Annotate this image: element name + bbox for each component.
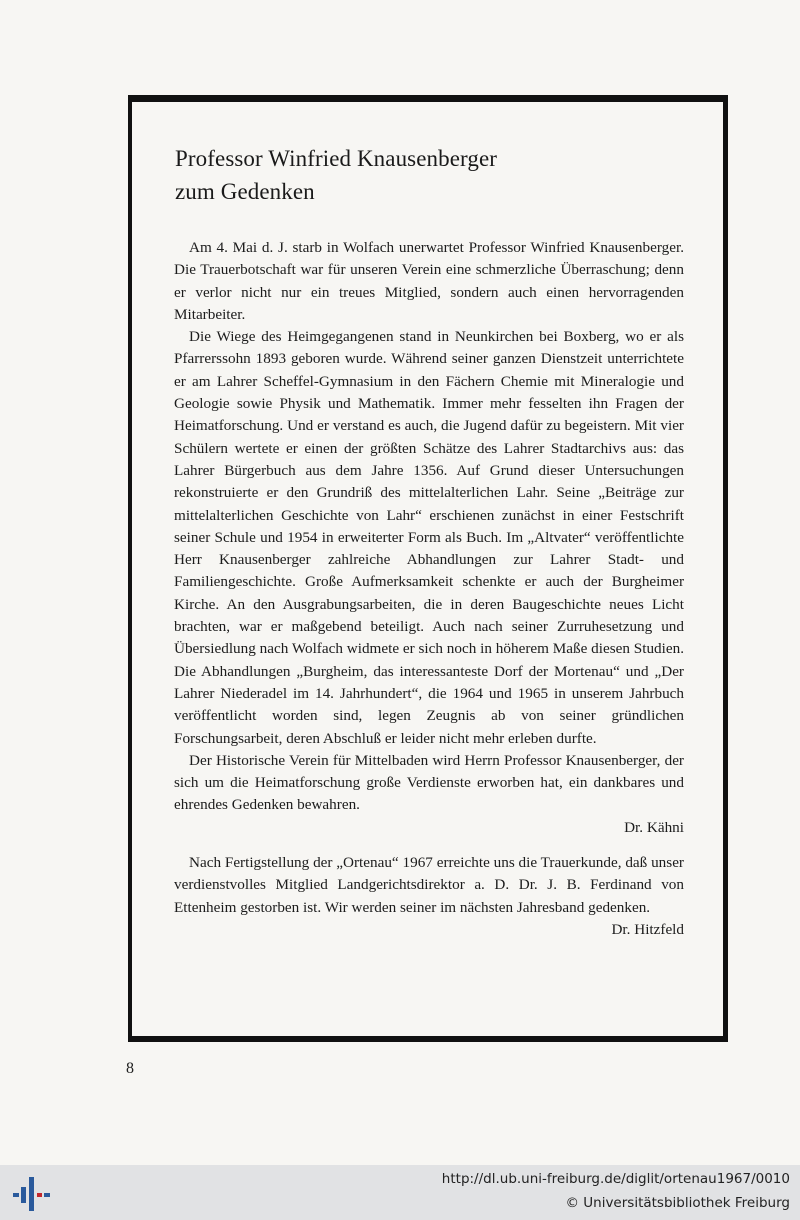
article-title-line-1: Professor Winfried Knausenberger: [175, 146, 498, 171]
copyright-notice: © Universitätsbibliothek Freiburg: [565, 1195, 790, 1211]
obituary-paragraph-2: Die Wiege des Heimgegangenen stand in Neunkirchen bei Boxberg, wo er als Pfarrerssohn 1893 geboren wurde. Während seiner ganzen Dienstzeit unterrichtete er am Lahrer Scheffel-Gymnasium in den Fächern Chemie mit Mineralogie und Geologie sowie Physik und Mathematik. Immer mehr fesselten ihn Fragen der Heimatforschung. Und er verstand es auch, die Jugend dafür zu begeistern. Mit vier Schülern wertete er einen der größten Schätze des Lahrer Stadtarchivs aus: das Lahrer Bürgerbuch aus dem Jahre 1356. Auf Grund dieser Untersuchungen rekonstruierte er den Grundriß des mittelalterlichen Lahr. Seine „Beiträge zur mittelalterlichen Geschichte von Lahr“ erschienen zunächst in einer Festschrift seiner Schule und 1954 in erweiterter Form als Buch. Im „Altvater“ veröffentlichte Herr Knausenberger zahlreiche Abhandlungen zur Lahrer Stadt- und Familiengeschichte. Große Aufmerksamkeit schenkte er auch der Burgheimer Kirche. An den Ausgrabungsarbeiten, die in deren Baugeschichte neues Licht brachten, war er maßgebend beteiligt. Auch nach seiner Zurruhesetzung und Übersiedlung nach Wolfach widmete er sich noch in höherem Maße diesen Studien. Die Abhandlungen „Burgheim, das interessanteste Dorf der Mortenau“ und „Der Lahrer Niederadel im 14. Jahrhundert“, die 1964 und 1965 in unserem Jahrbuch veröffentlicht worden sind, legen Zeugnis ab von seiner gründlichen Forschungsarbeit, deren Abschluß er leider nicht mehr erleben durfte.: [174, 328, 684, 747]
obituary-paragraph-3: Der Historische Verein für Mittelbaden wird Herrn Professor Knausenberger, der sich um die Heimatforschung große Verdienste erworben hat, ein dankbares und ehrendes Gedenken bewahren.: [174, 751, 684, 814]
obituary-signature: Dr. Kähni: [624, 818, 684, 836]
death-notice-ferdinand: [174, 852, 684, 941]
page-number: 8: [126, 1060, 134, 1077]
article-title: [175, 142, 497, 208]
death-notice-paragraph: Nach Fertigstellung der „Ortenau“ 1967 erreichte uns die Trauerkunde, daß unser verdienstvolles Mitglied Landgerichtsdirektor a. D. Dr. J. B. Ferdinand von Ettenheim gestorben ist. Wir werden seiner im nächsten Jahresband gedenken.: [174, 854, 684, 916]
death-notice-signature: Dr. Hitzfeld: [611, 920, 684, 938]
article-title-line-2: zum Gedenken: [175, 179, 315, 204]
obituary-knausenberger: [174, 237, 684, 839]
obituary-paragraph-1: Am 4. Mai d. J. starb in Wolfach unerwartet Professor Winfried Knausenberger. Die Trauerbotschaft war für unseren Verein eine schmerzliche Überraschung; denn er verlor nicht nur ein treues Mitglied, sondern auch einen hervorragenden Mitarbeiter.: [174, 239, 684, 323]
digitization-footer-bar: [0, 1165, 800, 1220]
ub-freiburg-logo-icon[interactable]: [10, 1171, 52, 1213]
permalink-url-link[interactable]: http://dl.ub.uni-freiburg.de/diglit/ortenau1967/0010: [441, 1171, 790, 1187]
